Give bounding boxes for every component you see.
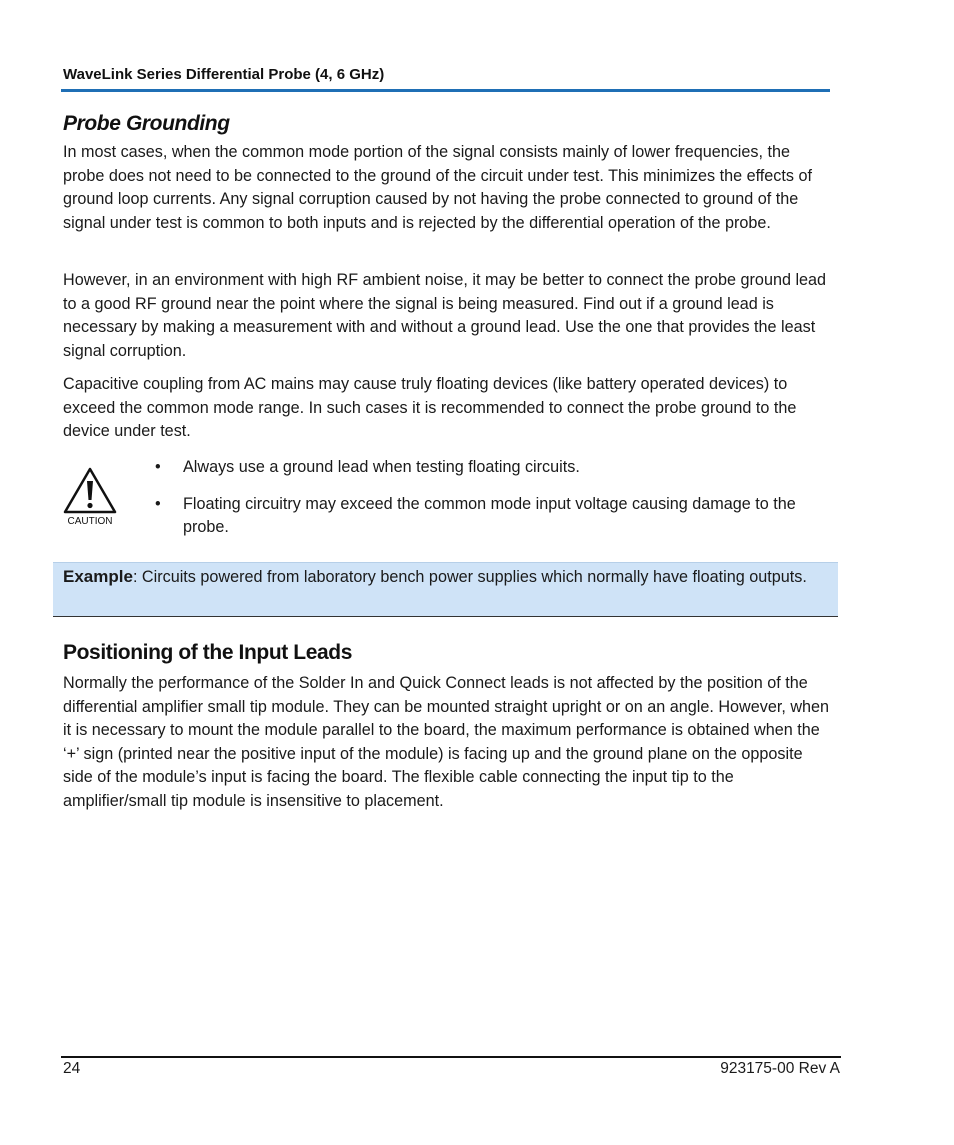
example-label: Example [63,567,133,586]
paragraph-probe-grounding-2: However, in an environment with high RF ambient noise, it may be better to connect the probe ground lead to a good RF ground near the point where the signal is being measured. Find out if a ground lead is necessary by making a measurement with and without a ground lead. Use the one that provides the least signal corruption. [63,271,827,360]
paragraph-positioning: Normally the performance of the Solder In and Quick Connect leads is not affected by the position of the differential amplifier small tip module. They can be mounted straight upright or on an angle. However, when it is necessary to mount the module parallel to the board, the maximum performance is obtained when the ‘+’ sign (printed near the positive input of the module) is facing up and the ground plane on the opposite side of the module’s input is facing the board. The flexible cable connecting the input tip to the amplifier/small tip module is insensitive to placement. [63,674,830,810]
header-rule [61,89,830,92]
running-header-title: WaveLink Series Differential Probe (4, 6 GHz) [63,66,385,83]
paragraph-probe-grounding-3: Capacitive coupling from AC mains may cause truly floating devices (like battery operated devices) to exceed the common mode range. In such cases it is recommended to connect the probe ground to the device under test. [63,375,797,440]
footer-rule [61,1056,841,1058]
list-item [155,456,835,480]
document-revision: 923175-00 Rev A [720,1060,840,1077]
bullet-icon: • [155,494,161,513]
example-text: : Circuits powered from laboratory bench power supplies which normally have floating outputs. [132,568,807,586]
list-item [155,493,835,540]
bullet-text: Always use a ground lead when testing floating circuits. [183,458,580,476]
section-title-probe-grounding: Probe Grounding [63,112,230,135]
section-title-positioning: Positioning of the Input Leads [63,641,352,664]
paragraph-probe-grounding-1: In most cases, when the common mode portion of the signal consists mainly of lower frequencies, the probe does not need to be connected to the ground of the circuit under test. This minimizes the effects of ground loop currents. Any signal corruption caused by not having the probe connected to ground of the signal under test is common to both inputs and is rejected by the differential operation of the probe. [63,143,812,232]
example-callout [53,562,838,617]
bullet-icon: • [155,458,161,476]
bullet-text: Floating circuitry may exceed the common mode input voltage causing damage to the probe. [183,494,796,536]
caution-bullet-list [155,456,835,540]
caution-triangle-icon [63,466,117,528]
caution-label: CAUTION [67,516,113,527]
page-number: 24 [63,1060,81,1077]
